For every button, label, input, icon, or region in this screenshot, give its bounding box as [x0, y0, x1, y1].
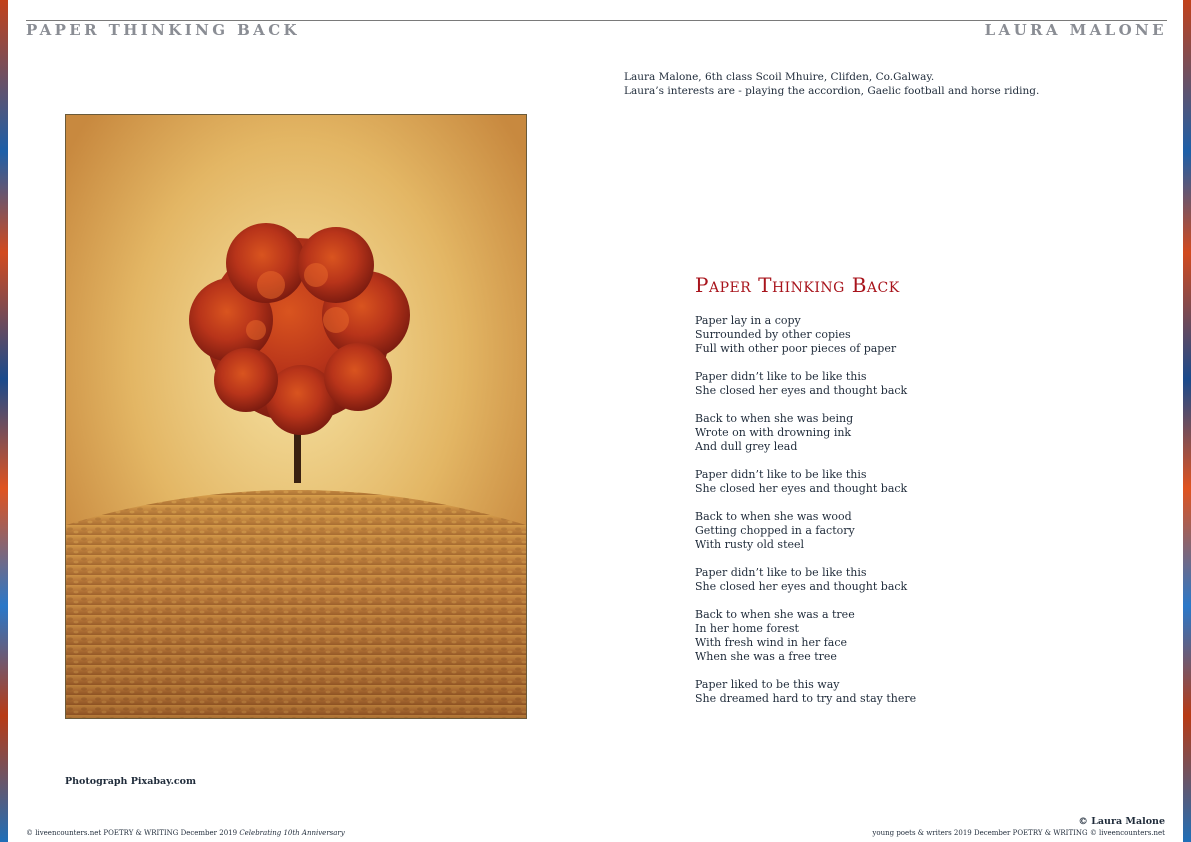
footer-left-italic: Celebrating 10th Anniversary [239, 829, 345, 837]
poem-line: She closed her eyes and thought back [695, 482, 908, 495]
stanza [695, 566, 1095, 594]
decorative-left-edge [0, 0, 8, 842]
photo-credit: Photograph Pixabay.com [65, 776, 197, 787]
poem-line: When she was a free tree [695, 650, 837, 663]
poem-line: In her home forest [695, 622, 799, 635]
poem-line: With rusty old steel [695, 538, 805, 551]
poem-line: She closed her eyes and thought back [695, 580, 908, 593]
poem-line: Surrounded by other copies [695, 328, 851, 341]
poem-line: Paper didn’t like to be like this [695, 468, 867, 481]
poem-line: She dreamed hard to try and stay there [695, 692, 917, 705]
poem-line: Paper lay in a copy [695, 314, 801, 327]
poem-line: Paper didn’t like to be like this [695, 566, 867, 579]
stanza [695, 412, 1095, 454]
poem-line: With fresh wind in her face [695, 636, 848, 649]
autumn-tree-icon [66, 115, 526, 718]
header-author: LAURA MALONE [984, 21, 1167, 39]
footer-left-text: © liveencounters.net POETRY & WRITING December 2019 [26, 829, 238, 837]
poem-line: She closed her eyes and thought back [695, 384, 908, 397]
stanza [695, 468, 1095, 496]
bio-line-2: Laura’s interests are - playing the accordion, Gaelic football and horse riding. [624, 85, 1040, 97]
autumn-tree-photo [65, 114, 527, 719]
stanza [695, 314, 1095, 356]
footer-right: young poets & writers 2019 December POETRY & WRITING © liveencounters.net [872, 829, 1165, 837]
decorative-right-edge [1183, 0, 1191, 842]
magazine-page [8, 0, 1183, 842]
header-title: PAPER THINKING BACK [26, 21, 300, 39]
poem-body [695, 314, 1095, 720]
author-bio [624, 70, 1144, 98]
poem-line: Getting chopped in a factory [695, 524, 855, 537]
poem-line: Wrote on with drowning ink [695, 426, 852, 439]
stanza [695, 678, 1095, 706]
stanza [695, 510, 1095, 552]
bio-line-1: Laura Malone, 6th class Scoil Mhuire, Clifden, Co.Galway. [624, 71, 935, 83]
poem-line: Paper liked to be this way [695, 678, 840, 691]
poem-line: Full with other poor pieces of paper [695, 342, 897, 355]
poem-line: Back to when she was being [695, 412, 854, 425]
poem-title: Paper Thinking Back [695, 273, 900, 297]
copyright-notice: © Laura Malone [1078, 816, 1165, 827]
stanza [695, 370, 1095, 398]
poem-line: Paper didn’t like to be like this [695, 370, 867, 383]
footer-left [26, 829, 345, 837]
stanza [695, 608, 1095, 664]
poem-line: Back to when she was wood [695, 510, 852, 523]
poem-line: Back to when she was a tree [695, 608, 855, 621]
poem-line: And dull grey lead [695, 440, 798, 453]
